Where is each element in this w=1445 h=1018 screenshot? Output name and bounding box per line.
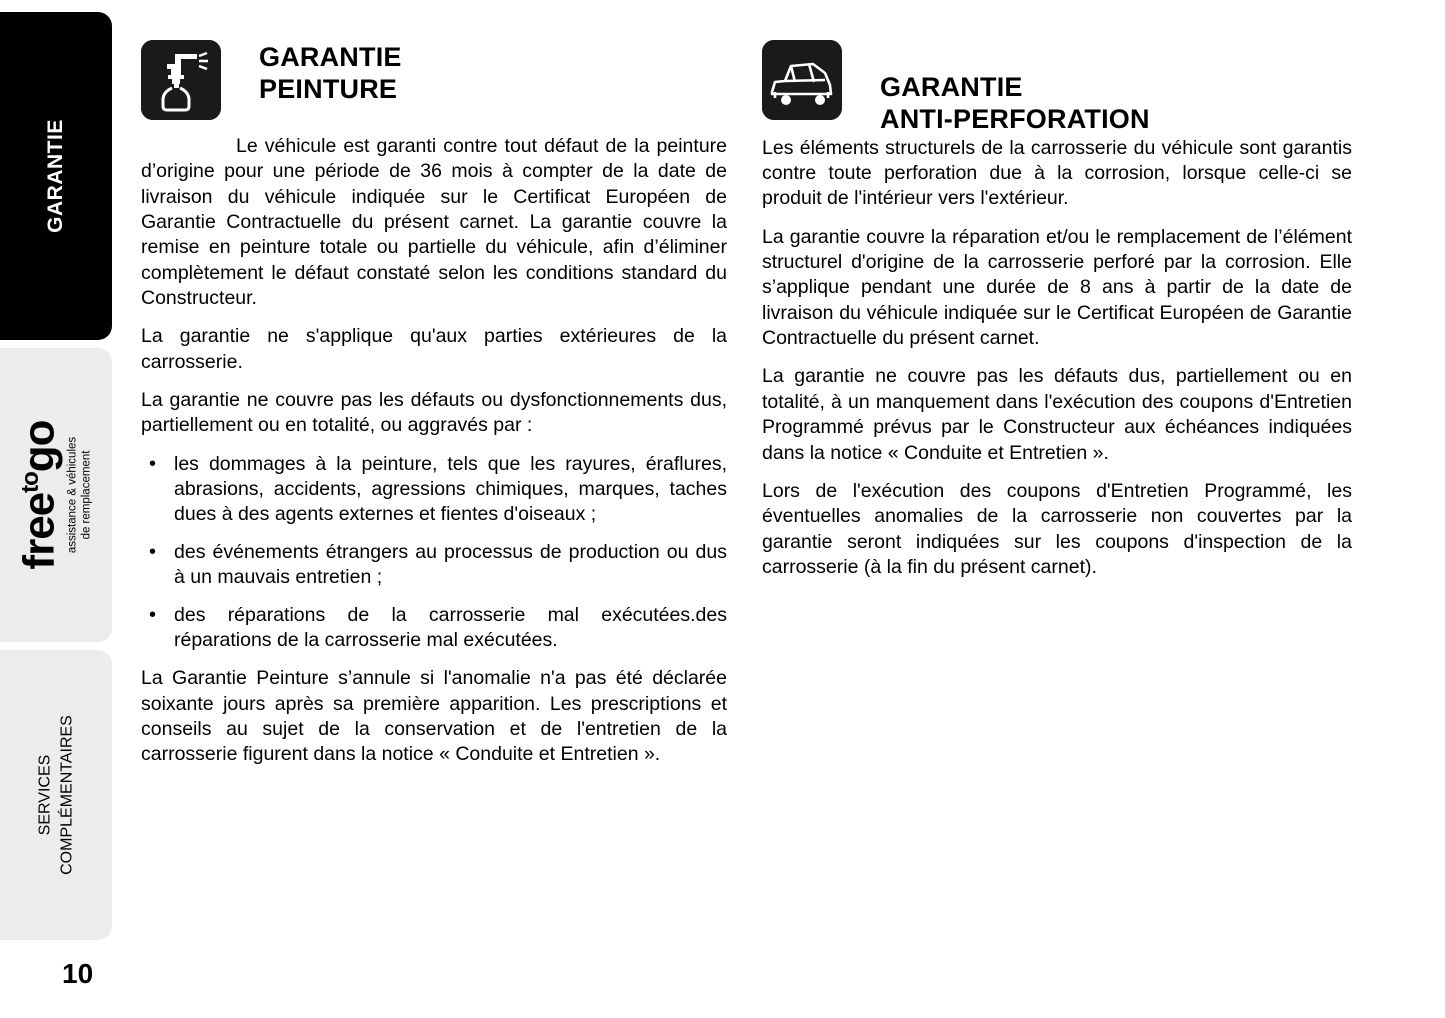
paragraph-peinture-1: Le véhicule est garanti contre tout défaut de la peinture d’origine pour une période de 36 mois à compter de la date de livraison du véhicule indiquée sur le Certificat Européen de Garantie Contractuelle du présent carnet. La garantie couvre la remise en peinture totale ou partielle du véhicule, afin d’éliminer complètement le défaut constaté selon les conditions standard du Constructeur.	[141, 135, 727, 310]
paragraph-peinture-3: La garantie ne couvre pas les défauts ou dysfonctionnements dus, partiellement ou en totalité, ou aggravés par :	[141, 389, 727, 437]
sidebar-item-services-label	[34, 715, 77, 875]
paragraph-anti-perforation-1: Les éléments structurels de la carrosserie du véhicule sont garantis contre toute perforation due à la corrosion, lorsque celle-ci se produit de l'intérieur vers l'extérieur.	[762, 136, 1352, 210]
paragraph-anti-perforation-2: La garantie couvre la réparation et/ou le remplacement de l’élément structurel d'origine de la carrosserie perforé par la corrosion. Elle s’applique pendant une durée de 8 ans à partir de la date de livraison du véhicule indiquée sur le Certificat Européen de Garantie Contractuelle du présent carnet.	[762, 225, 1352, 350]
freetogo-logo	[14, 420, 95, 570]
page-number: 10	[62, 958, 94, 989]
freetogo-logo-subtitle-line2: de remplacement	[81, 450, 93, 540]
page-title-peinture	[141, 34, 727, 106]
freetogo-logo-subtitle	[66, 420, 95, 569]
list-item: • des événements étrangers au processus de production ou dus à un mauvais entretien ;	[141, 540, 727, 591]
sidebar-item-services[interactable]	[0, 650, 112, 940]
page-title-peinture-line1: GARANTIE	[259, 42, 402, 72]
section-header-peinture	[141, 34, 727, 134]
sidebar-item-freetogo[interactable]	[0, 348, 112, 642]
paragraph-peinture-2: La garantie ne s'applique qu'aux parties extérieures de la carrosserie.	[141, 325, 727, 373]
section-garantie-peinture	[141, 34, 727, 781]
section-header-anti-perforation	[762, 34, 1352, 136]
list-item: • les dommages à la peinture, tels que les rayures, éraflures, abrasions, accidents, agressions chimiques, marques, taches dues à des agents externes et fientes d'oiseaux ;	[141, 452, 727, 528]
sidebar-item-garantie[interactable]	[0, 12, 112, 340]
page-title-anti-perforation-line2: ANTI-PERFORATION	[880, 103, 1150, 134]
freetogo-logo-to: to	[16, 472, 44, 493]
paragraph-anti-perforation-3: La garantie ne couvre pas les défauts dus, partiellement ou en totalité, à un manquement dans l'exécution des coupons d'Entretien Programmé prévus par le Constructeur aux échéances indiquées dans la notice « Conduite et Entretien ».	[762, 365, 1352, 464]
page-title-peinture-line2: PEINTURE	[259, 73, 398, 104]
spray-gun-icon	[141, 40, 221, 120]
section-garantie-anti-perforation	[762, 34, 1352, 593]
page-title-anti-perforation-line1: GARANTIE	[880, 72, 1023, 102]
sidebar-item-garantie-label: GARANTIE	[44, 119, 67, 233]
freetogo-logo-go: go	[14, 420, 64, 473]
paragraph-peinture-closing: La Garantie Peinture s’annule si l'anomalie n'a pas été déclarée soixante jours après sa première apparition. Les prescriptions et conseils au sujet de la conservation et de l'entretien de la carrosserie figurent dans la notice « Conduite et Entretien ».	[141, 667, 727, 766]
sidebar-item-services-line2: COMPLÉMENTAIRES	[58, 715, 75, 875]
freetogo-logo-free: free	[14, 492, 64, 570]
bullet-list-peinture	[141, 452, 727, 653]
paragraph-anti-perforation-4: Lors de l'exécution des coupons d'Entretien Programmé, les éventuelles anomalies de la carrosserie non couvertes par la garantie seront indiquées sur les coupons d'inspection de la carrosserie (à la fin du présent carnet).	[762, 479, 1352, 578]
car-body-shell-icon	[762, 40, 842, 120]
sidebar-item-services-line1: SERVICES	[36, 754, 54, 836]
page-title-anti-perforation	[762, 34, 1352, 136]
freetogo-logo-wordmark	[14, 420, 64, 570]
sidebar	[0, 0, 112, 1018]
freetogo-logo-subtitle-line1: assistance & véhicules	[66, 436, 79, 554]
list-item: • des réparations de la carrosserie mal exécutées.des réparations de la carrosserie mal exécutées.	[141, 603, 727, 654]
